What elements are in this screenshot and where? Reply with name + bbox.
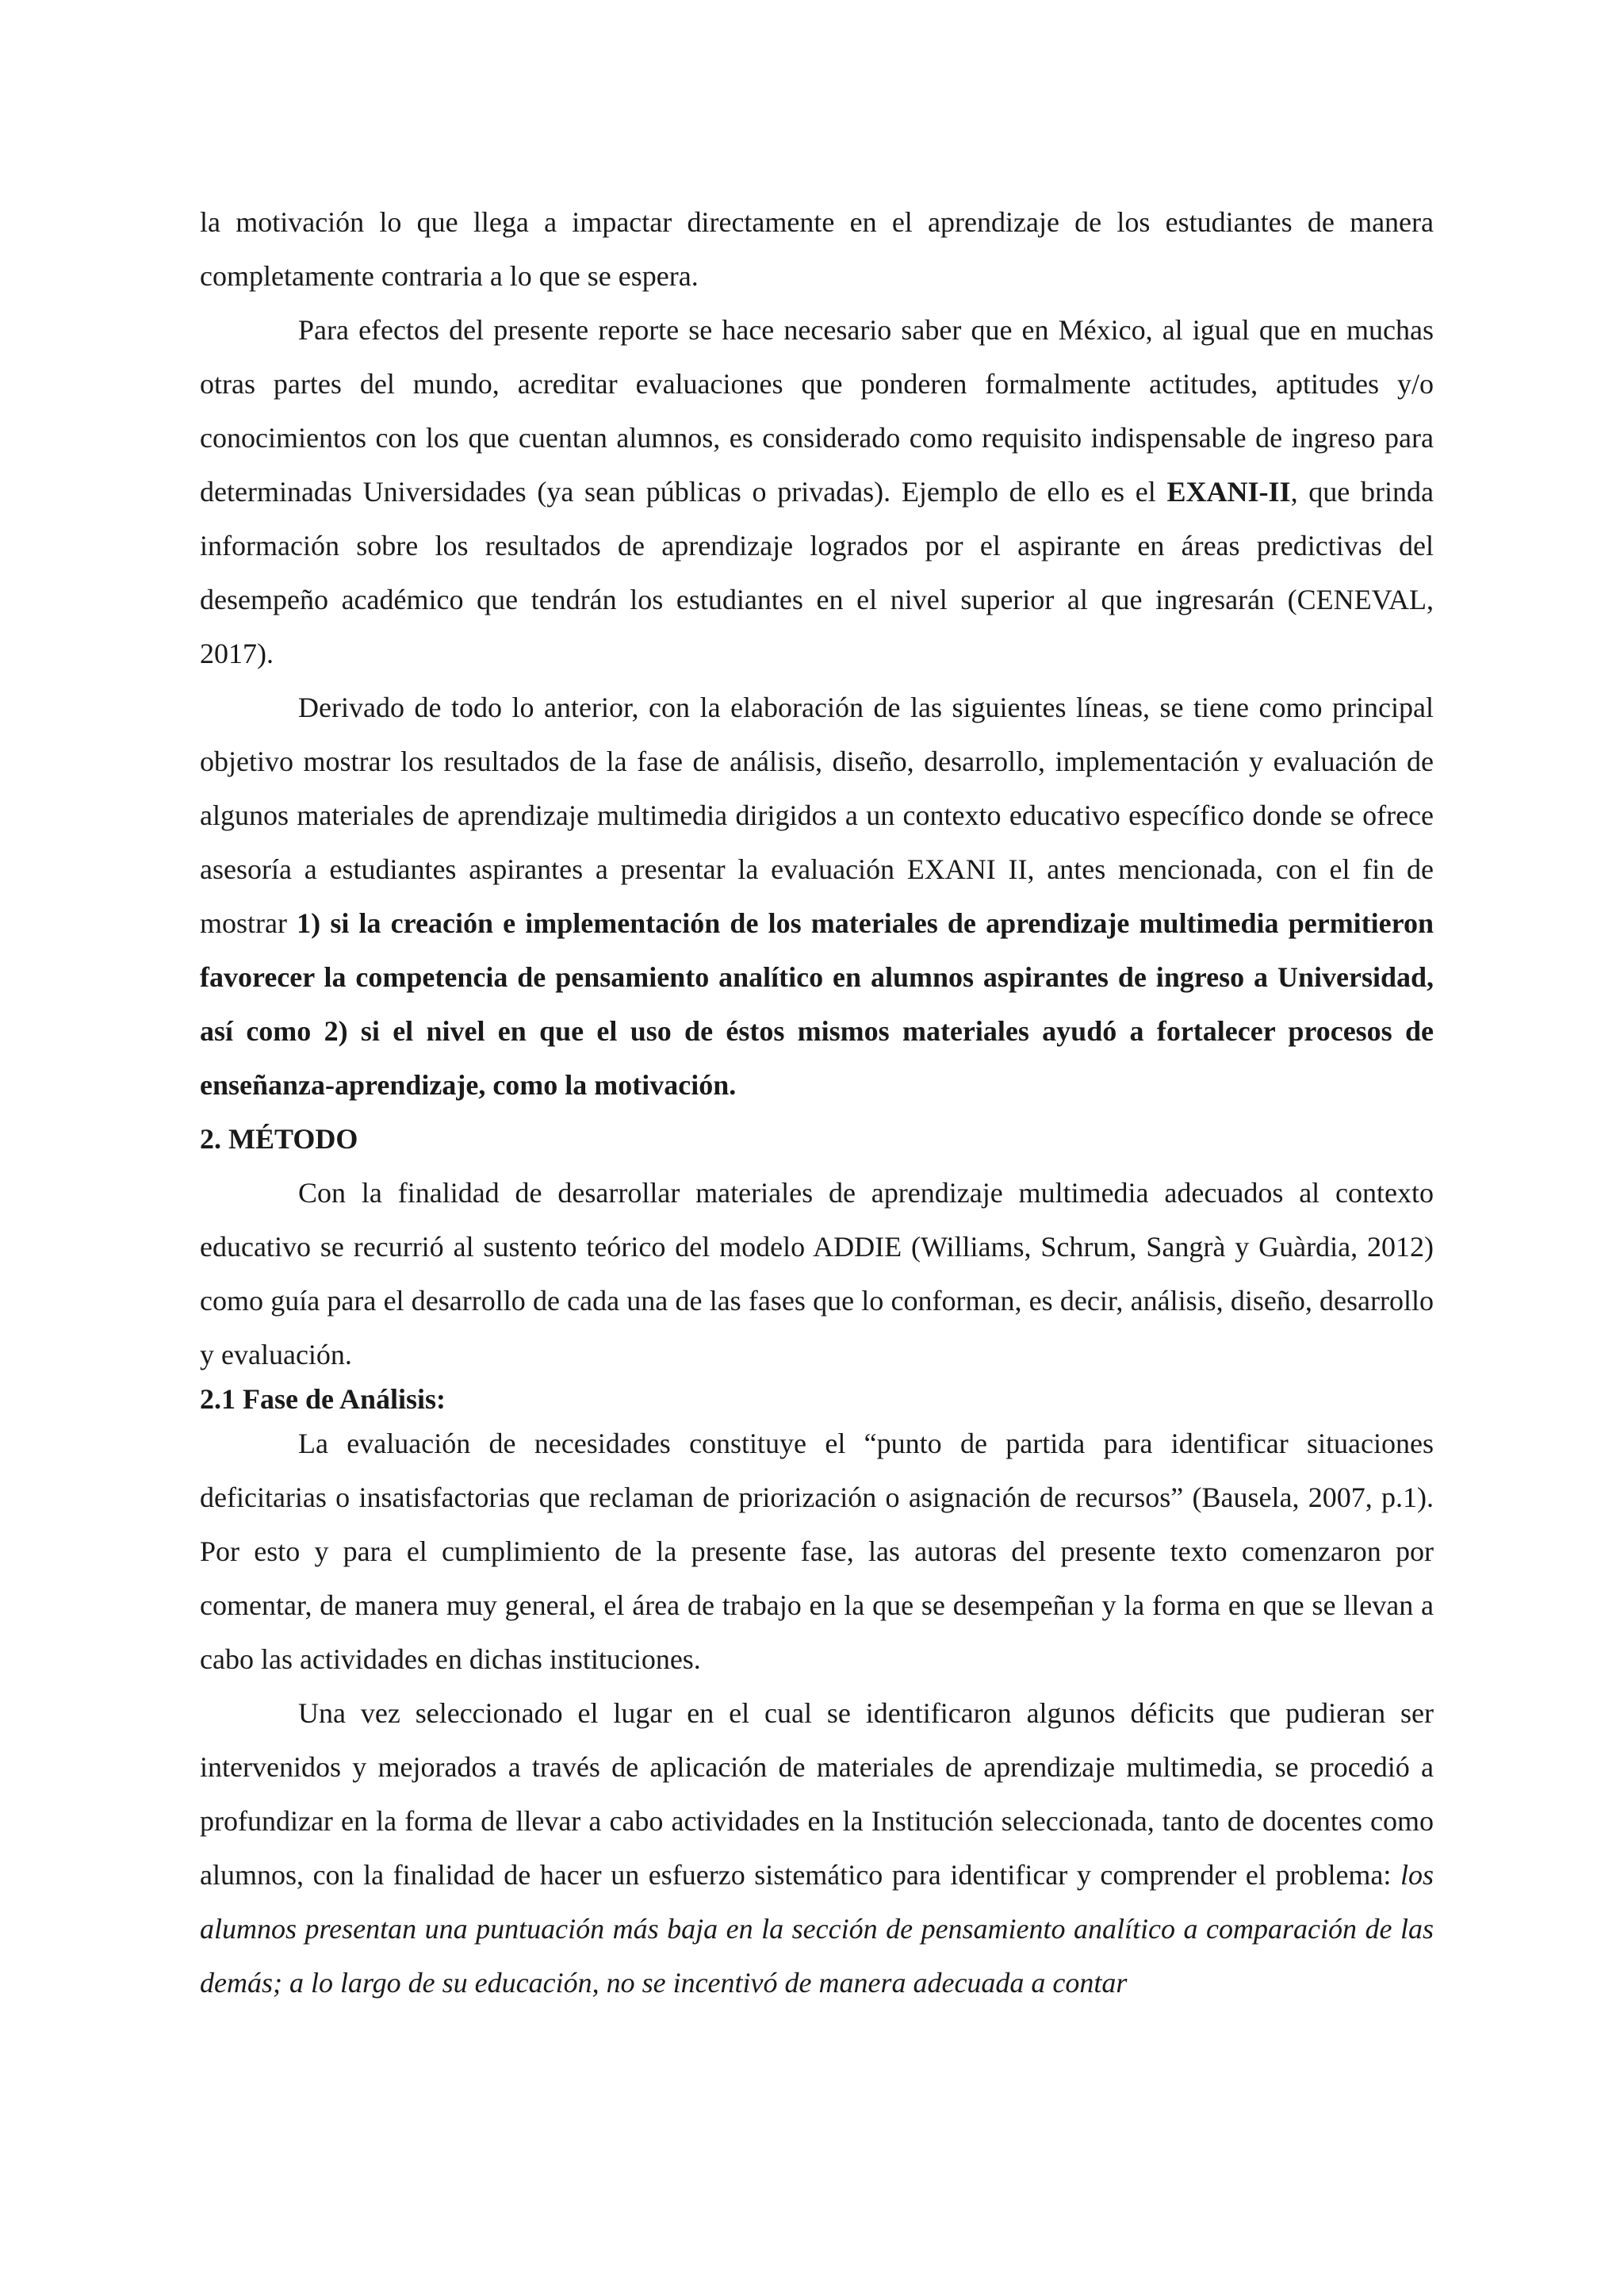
section-heading-metodo: 2. MÉTODO bbox=[200, 1123, 358, 1155]
paragraph-continuation bbox=[200, 195, 1434, 303]
paragraph-objective bbox=[200, 680, 1434, 1112]
exani-bold-term: EXANI-II bbox=[1166, 476, 1291, 508]
objective-bold-text: 1) si la creación e implementación de los materiales de aprendizaje multimedia permitieron favorecer la competencia de pensamiento analítico en alumnos aspirantes de ingreso a Universidad, así como 2) si el nivel en que el uso de éstos mismos materiales ayudó a fortalecer procesos de enseñanza-aprendizaje, como la motivación. bbox=[200, 907, 1434, 1101]
problem-italic-text: los alumnos presentan una puntuación más baja en la sección de pensamiento analítico a comparación de las demás; a lo largo de su educación, no se incentivó de manera adecuada a contar bbox=[200, 1859, 1434, 1999]
paragraph-exani-context bbox=[200, 303, 1434, 680]
paragraph-needs-evaluation bbox=[200, 1416, 1434, 1686]
paragraph-text: La evaluación de necesidades constituye el “punto de partida para identificar situaciones deficitarias o insatisfactorias que reclaman de priorización o asignación de recursos” (Bausela, 2007, p.1). Por esto y para el cumplimiento de la presente fase, las autoras del presente texto comenzaron por comentar, de manera muy general, el área de trabajo en la que se desempeñan y la forma en que se llevan a cabo las actividades en dichas instituciones. bbox=[200, 1428, 1434, 1675]
paragraph-text: la motivación lo que llega a impactar directamente en el aprendizaje de los estudiantes de manera completamente contraria a lo que se espera. bbox=[200, 206, 1434, 292]
paragraph-text: , que brinda información sobre los resultados de aprendizaje logrados por el aspirante en áreas predictivas del desempeño académico que tendrán los estudiantes en el nivel superior al que ingresarán (CENEVAL, 2017). bbox=[200, 476, 1434, 669]
paragraph-text: Con la finalidad de desarrollar materiales de aprendizaje multimedia adecuados al contexto educativo se recurrió al sustento teórico del modelo ADDIE (Williams, Schrum, Sangrà y Guàrdia, 2012) como guía para el desarrollo de cada una de las fases que lo conforman, es decir, análisis, diseño, desarrollo y evaluación. bbox=[200, 1177, 1434, 1370]
paragraph-addie bbox=[200, 1166, 1434, 1382]
subsection-heading-fase-analisis: 2.1 Fase de Análisis: bbox=[200, 1383, 446, 1415]
paragraph-text: Derivado de todo lo anterior, con la elaboración de las siguientes líneas, se tiene como principal objetivo mostrar los resultados de la fase de análisis, diseño, desarrollo, implementación y evaluación de algunos materiales de aprendizaje multimedia dirigidos a un contexto educativo específico donde se ofrece asesoría a estudiantes aspirantes a presentar la evaluación EXANI II, antes mencionada, con el fin de mostrar bbox=[200, 692, 1434, 939]
document-page bbox=[200, 195, 1434, 2010]
paragraph-text: Para efectos del presente reporte se hace necesario saber que en México, al igual que en muchas otras partes del mundo, acreditar evaluaciones que ponderen formalmente actitudes, aptitudes y/o conocimientos con los que cuentan alumnos, es considerado como requisito indispensable de ingreso para determinadas Universidades (ya sean públicas o privadas). Ejemplo de ello es el bbox=[200, 314, 1434, 508]
paragraph-text: Una vez seleccionado el lugar en el cual se identificaron algunos déficits que pudieran ser intervenidos y mejorados a través de aplicación de materiales de aprendizaje multimedia, se procedió a profundizar en la forma de llevar a cabo actividades en la Institución seleccionada, tanto de docentes como alumnos, con la finalidad de hacer un esfuerzo sistemático para identificar y comprender el problema: bbox=[200, 1697, 1434, 1891]
paragraph-problem bbox=[200, 1686, 1434, 2010]
